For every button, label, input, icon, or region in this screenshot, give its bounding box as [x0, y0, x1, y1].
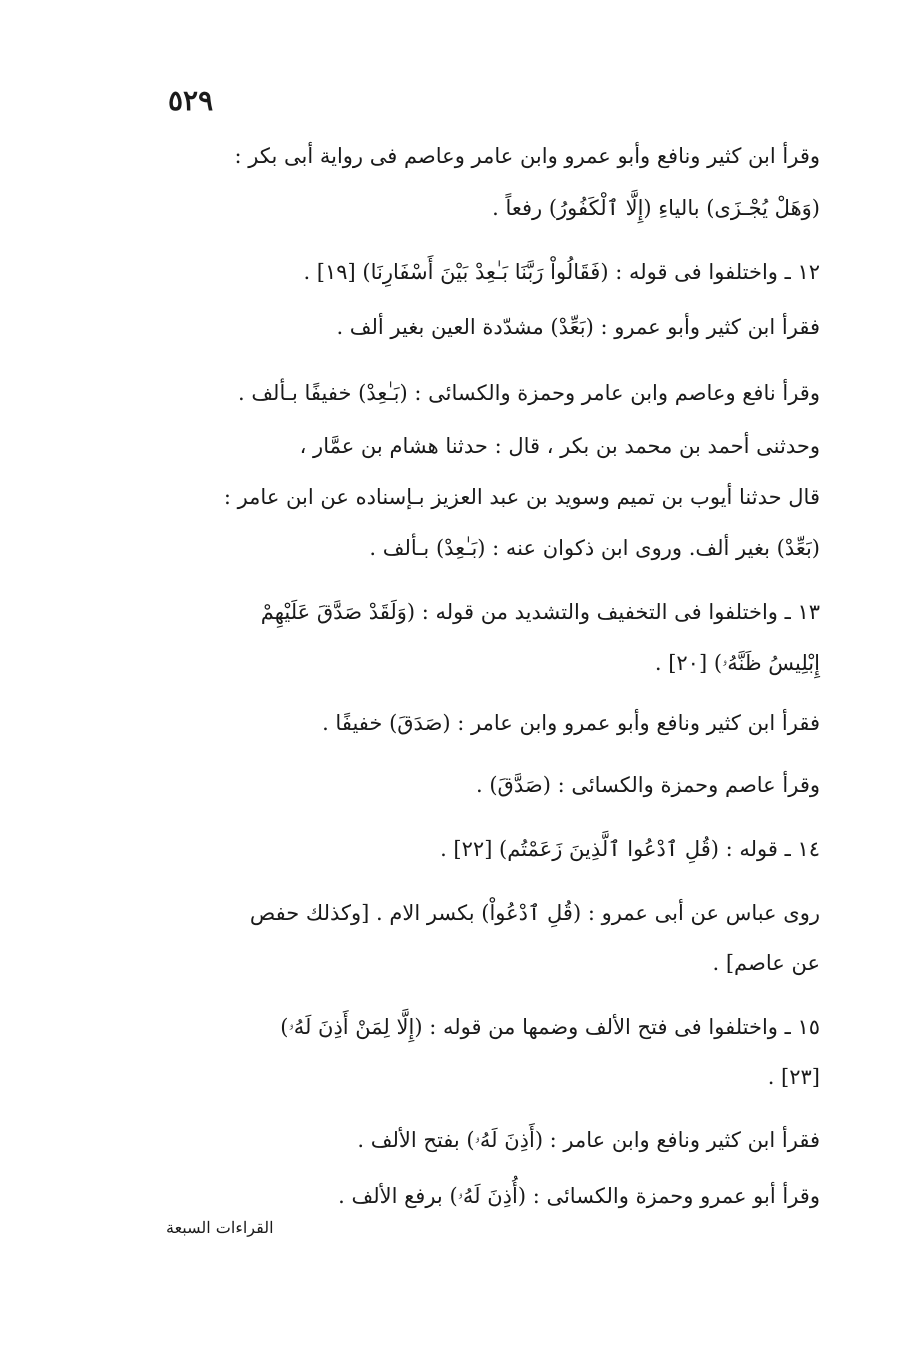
text-line-9: ١٣ ـ واختلفوا فى التخفيف والتشديد من قوله : (وَلَقَدْ صَدَّقَ عَلَيْهِمْ	[260, 600, 820, 624]
text-line-10: إِبْلِيسُ ظَنَّهُۥ) [٢٠] .	[654, 651, 820, 675]
text-line-1: وقرأ ابن كثير ونافع وأبو عمرو وابن عامر وعاصم فى رواية أبى بكر :	[234, 144, 820, 168]
text-line-8: (بَعِّدْ) بغير ألف. وروى ابن ذكوان عنه : (بَـٰعِدْ) بـألف .	[369, 536, 820, 560]
text-line-15: عن عاصم] .	[712, 951, 820, 975]
text-line-6: وحدثنى أحمد بن محمد بن بكر ، قال : حدثنا هشام بن عمَّار ،	[299, 434, 820, 458]
text-line-17: [٢٣] .	[767, 1065, 820, 1089]
text-line-11: فقرأ ابن كثير ونافع وأبو عمرو وابن عامر : (صَدَقَ) خفيفًا .	[322, 711, 820, 735]
footer-title: القراءات السبعة	[166, 1218, 274, 1237]
text-line-4: فقرأ ابن كثير وأبو عمرو : (بَعِّدْ) مشدّدة العين بغير ألف .	[336, 315, 820, 339]
text-line-16: ١٥ ـ واختلفوا فى فتح الألف وضمها من قوله : (إِلَّا لِمَنْ أَذِنَ لَهُۥ)	[280, 1015, 820, 1039]
text-line-19: وقرأ أبو عمرو وحمزة والكسائى : (أُذِنَ لَهُۥ) برفع الألف .	[338, 1184, 820, 1208]
text-line-18: فقرأ ابن كثير ونافع وابن عامر : (أَذِنَ لَهُۥ) بفتح الألف .	[357, 1128, 820, 1152]
text-line-2: (وَهَلْ يُجْـزَى) بالياءِ (إِلَّا ٱلْكَفُورُ) رفعاً .	[492, 196, 820, 220]
text-line-5: وقرأ نافع وعاصم وابن عامر وحمزة والكسائى : (بَـٰعِدْ) خفيفًا بـألف .	[237, 381, 820, 405]
text-line-13: ١٤ ـ قوله : (قُلِ ٱدْعُوا ٱلَّذِينَ زَعَمْتُم) [٢٢] .	[440, 837, 820, 861]
text-line-12: وقرأ عاصم وحمزة والكسائى : (صَدَّقَ) .	[476, 773, 820, 797]
text-line-14: روى عباس عن أبى عمرو : (قُلِ ٱدْعُواْ) بكسر الام . [وكذلك حفص	[249, 901, 820, 925]
page-number: ٥٢٩	[168, 84, 214, 117]
text-line-7: قال حدثنا أيوب بن تميم وسويد بن عبد العزيز بـإسناده عن ابن عامر :	[223, 485, 820, 509]
text-line-3: ١٢ ـ واختلفوا فى قوله : (فَقَالُواْ رَبَّنَا بَـٰعِدْ بَيْنَ أَسْفَارِنَا) [١٩] .	[303, 260, 820, 284]
